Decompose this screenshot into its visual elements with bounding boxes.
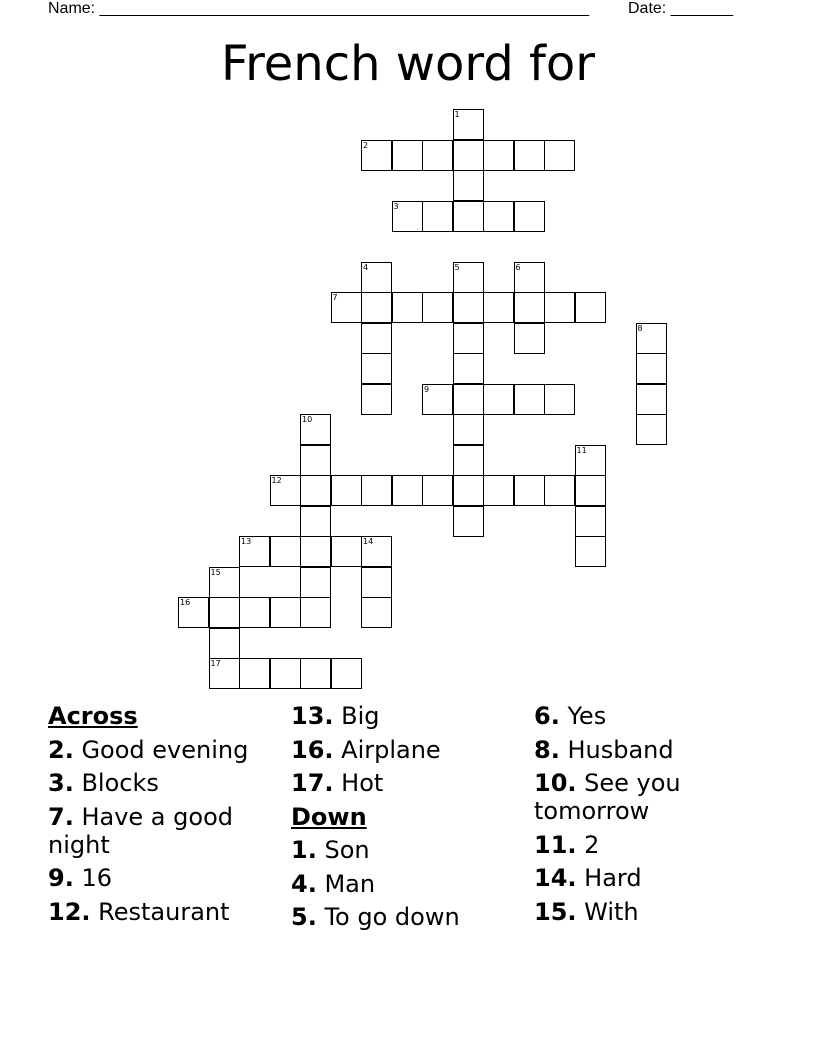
- grid-cell[interactable]: [392, 475, 423, 506]
- clue-number: 3.: [48, 769, 74, 797]
- clue-text: Big: [333, 702, 380, 730]
- clue-item: [48, 864, 258, 892]
- grid-cell[interactable]: [270, 658, 301, 689]
- grid-cell[interactable]: [453, 445, 484, 476]
- grid-cell[interactable]: [300, 475, 331, 506]
- clue-item: [534, 831, 764, 859]
- name-field-label: Name: _______________________________________________________: [48, 0, 589, 17]
- clue-item: [291, 736, 511, 764]
- clue-item: [48, 736, 258, 764]
- cell-number: 8: [637, 323, 643, 333]
- clue-column-3: [534, 702, 764, 931]
- clue-text: To go down: [316, 903, 460, 931]
- grid-cell[interactable]: [453, 475, 484, 506]
- clue-number: 17.: [291, 769, 334, 797]
- grid-cell[interactable]: [636, 323, 667, 354]
- clue-text: Hot: [333, 769, 384, 797]
- cell-number: 1: [454, 110, 460, 119]
- clue-item: [534, 769, 764, 825]
- grid-cell[interactable]: [270, 536, 301, 567]
- grid-cell[interactable]: [392, 140, 423, 171]
- cell-number: 5: [454, 262, 460, 272]
- grid-cell[interactable]: [300, 445, 331, 476]
- grid-cell[interactable]: [422, 475, 453, 506]
- date-field-label: Date: _______: [628, 0, 733, 17]
- grid-cell[interactable]: [361, 384, 392, 415]
- cell-number: 16: [180, 598, 191, 607]
- grid-cell[interactable]: [514, 384, 545, 415]
- clue-item: [291, 702, 511, 730]
- grid-cell[interactable]: [453, 323, 484, 354]
- clue-number: 2.: [48, 735, 74, 764]
- grid-cell[interactable]: [544, 475, 575, 506]
- clue-text: See you tomorrow: [534, 769, 681, 825]
- grid-cell[interactable]: [544, 140, 575, 171]
- clue-text: Man: [316, 869, 376, 898]
- clue-text: Good evening: [73, 735, 249, 764]
- grid-cell[interactable]: [361, 597, 392, 628]
- grid-cell[interactable]: [483, 140, 514, 171]
- grid-cell[interactable]: [361, 475, 392, 506]
- clue-number: 13.: [291, 702, 334, 730]
- page-title: French word for: [220, 36, 596, 92]
- grid-cell[interactable]: [239, 658, 270, 689]
- grid-cell[interactable]: [270, 475, 301, 506]
- clue-text: Son: [316, 836, 370, 864]
- grid-cell[interactable]: [453, 170, 484, 201]
- clue-number: 5.: [291, 903, 317, 931]
- clue-text: Airplane: [333, 735, 441, 764]
- grid-cell[interactable]: [209, 597, 240, 628]
- cell-number: 9: [424, 384, 430, 394]
- grid-cell[interactable]: [422, 292, 453, 323]
- clue-item: [291, 836, 511, 864]
- clue-number: 10.: [534, 769, 577, 797]
- grid-cell[interactable]: [422, 140, 453, 171]
- clue-text: Yes: [559, 702, 607, 730]
- clue-item: [291, 870, 511, 898]
- clue-number: 7.: [48, 802, 74, 831]
- grid-cell[interactable]: [514, 262, 545, 293]
- grid-cell[interactable]: [483, 475, 514, 506]
- grid-cell[interactable]: [514, 475, 545, 506]
- clue-number: 14.: [534, 864, 577, 892]
- clue-text: Husband: [559, 735, 674, 764]
- cell-number: 10: [302, 415, 313, 424]
- cell-number: 7: [332, 293, 338, 302]
- clue-text: Have a good night: [48, 802, 233, 859]
- grid-cell[interactable]: [636, 353, 667, 384]
- grid-cell[interactable]: [300, 597, 331, 628]
- grid-cell[interactable]: [331, 292, 362, 323]
- cell-number: 2: [363, 140, 369, 150]
- clue-number: 9.: [48, 864, 74, 892]
- grid-cell[interactable]: [392, 292, 423, 323]
- grid-cell[interactable]: [361, 567, 392, 598]
- clue-text: Blocks: [73, 769, 159, 797]
- down-heading: Down: [291, 802, 367, 831]
- clue-item: [48, 898, 258, 926]
- grid-cell[interactable]: [453, 414, 484, 445]
- grid-cell[interactable]: [544, 292, 575, 323]
- clue-item: [48, 769, 258, 797]
- clue-text: Restaurant: [90, 897, 230, 926]
- grid-cell[interactable]: [514, 140, 545, 171]
- grid-cell[interactable]: [453, 109, 484, 140]
- grid-cell[interactable]: [514, 201, 545, 232]
- grid-cell[interactable]: [483, 201, 514, 232]
- grid-cell[interactable]: [575, 292, 606, 323]
- grid-cell[interactable]: [300, 567, 331, 598]
- grid-cell[interactable]: [209, 567, 240, 598]
- grid-cell[interactable]: [453, 353, 484, 384]
- grid-cell[interactable]: [361, 262, 392, 293]
- grid-cell[interactable]: [361, 292, 392, 323]
- grid-cell[interactable]: [514, 323, 545, 354]
- grid-cell[interactable]: [422, 201, 453, 232]
- clue-item: [534, 702, 764, 730]
- clue-number: 15.: [534, 897, 577, 926]
- grid-cell[interactable]: [331, 658, 362, 689]
- clue-column-1: [48, 702, 258, 931]
- across-heading: Across: [48, 702, 138, 730]
- grid-cell[interactable]: [209, 628, 240, 659]
- grid-cell[interactable]: [178, 597, 209, 628]
- grid-cell[interactable]: [636, 414, 667, 445]
- grid-cell[interactable]: [575, 506, 606, 537]
- grid-cell[interactable]: [453, 262, 484, 293]
- clue-item: [48, 803, 258, 859]
- cell-number: 11: [576, 445, 587, 455]
- clue-number: 6.: [534, 702, 560, 730]
- clue-column-2: [291, 702, 511, 937]
- cell-number: 17: [210, 659, 221, 668]
- clue-item: [291, 903, 511, 931]
- clue-text: Hard: [576, 864, 642, 892]
- grid-cell[interactable]: [453, 292, 484, 323]
- grid-cell[interactable]: [331, 536, 362, 567]
- grid-cell[interactable]: [575, 536, 606, 567]
- clue-number: 1.: [291, 836, 317, 864]
- cell-number: 3: [393, 201, 399, 211]
- clue-text: 16: [73, 864, 112, 892]
- cell-number: 15: [210, 567, 221, 577]
- clue-item: [534, 898, 764, 926]
- clue-text: With: [576, 897, 639, 926]
- grid-cell[interactable]: [361, 323, 392, 354]
- cell-number: 4: [363, 262, 369, 272]
- cell-number: 12: [271, 476, 282, 485]
- grid-cell[interactable]: [300, 414, 331, 445]
- clue-item: [534, 736, 764, 764]
- grid-cell[interactable]: [483, 384, 514, 415]
- grid-cell[interactable]: [300, 658, 331, 689]
- grid-cell[interactable]: [300, 506, 331, 537]
- cell-number: 13: [241, 537, 252, 546]
- grid-cell[interactable]: [483, 292, 514, 323]
- clue-item: [291, 769, 511, 797]
- grid-cell[interactable]: [361, 536, 392, 567]
- grid-cell[interactable]: [239, 536, 270, 567]
- clue-number: 16.: [291, 735, 334, 764]
- grid-cell[interactable]: [544, 384, 575, 415]
- clue-number: 11.: [534, 830, 577, 859]
- clue-number: 12.: [48, 897, 91, 926]
- grid-cell[interactable]: [453, 201, 484, 232]
- grid-cell[interactable]: [575, 475, 606, 506]
- cell-number: 6: [515, 262, 521, 272]
- cell-number: 14: [363, 537, 374, 546]
- grid-cell[interactable]: [453, 140, 484, 171]
- clue-number: 4.: [291, 869, 317, 898]
- grid-cell[interactable]: [300, 536, 331, 567]
- grid-cell[interactable]: [239, 597, 270, 628]
- grid-cell[interactable]: [331, 475, 362, 506]
- grid-cell[interactable]: [422, 384, 453, 415]
- grid-cell[interactable]: [514, 292, 545, 323]
- grid-cell[interactable]: [575, 445, 606, 476]
- clue-item: [534, 864, 764, 892]
- grid-cell[interactable]: [209, 658, 240, 689]
- grid-cell[interactable]: [392, 201, 423, 232]
- grid-cell[interactable]: [453, 384, 484, 415]
- grid-cell[interactable]: [453, 506, 484, 537]
- grid-cell[interactable]: [361, 353, 392, 384]
- grid-cell[interactable]: [361, 140, 392, 171]
- clue-text: 2: [576, 830, 600, 859]
- clue-number: 8.: [534, 735, 560, 764]
- grid-cell[interactable]: [270, 597, 301, 628]
- grid-cell[interactable]: [636, 384, 667, 415]
